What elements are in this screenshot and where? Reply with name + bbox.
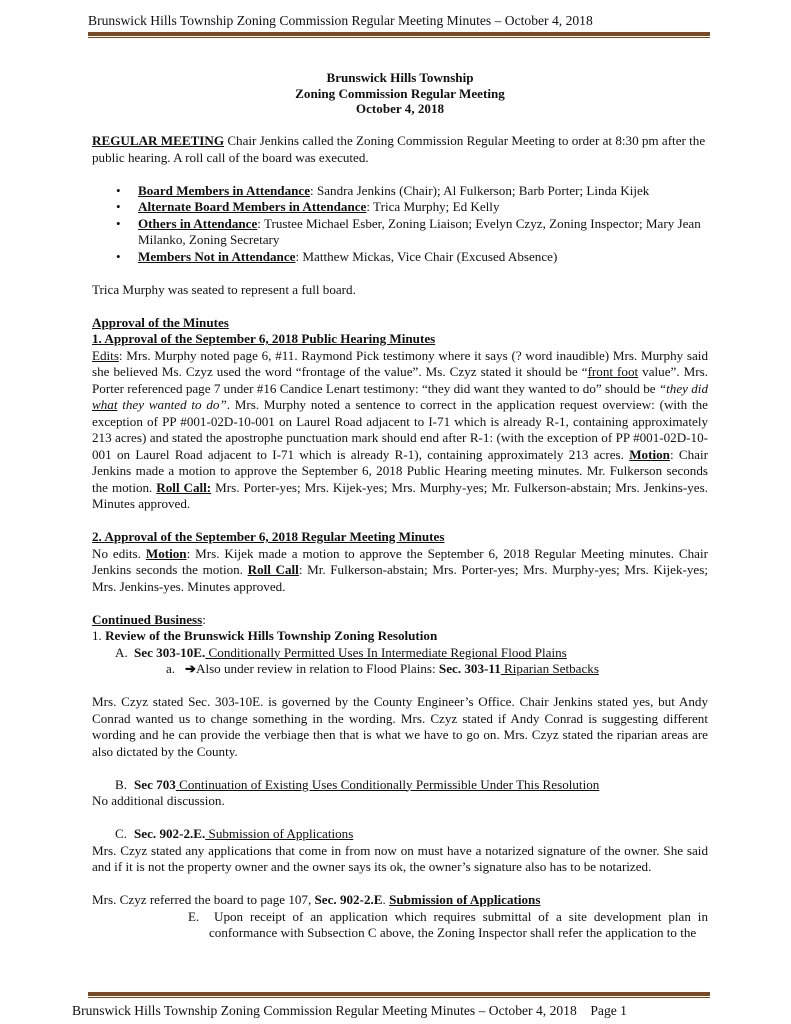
doc-title-line3: October 4, 2018 <box>355 101 445 116</box>
approval-item1-heading: 1. Approval of the September 6, 2018 Public Hearing Minutes <box>92 331 436 346</box>
approval-item1-paragraph: Edits: Mrs. Murphy noted page 6, #11. Raymond Pick testimony where it says (? word inaudible) Mrs. Murphy said she believed Ms. Czyz used the word “frontage of the value”. Ms. Czyz stated it should be “front foot value”. Mrs. Porter referenced page 7 under #16 Candice Lenart testimony: “they did want they wanted to do” should be “they did what they wanted to do”. Mrs. Murphy noted a sentence to correct in the application request overview: (with the exception of PP #001-02D-10-001 on Laurel Road adjacent to I-71 which is already R-1, containing approximately 213 acres) and stated the apostrophe punctuation mark should end after R-1: (with the exception of PP #001-02D-10-001 on Laurel Road adjacent to I-71 which is already R-1), containing approximately 213 acres. Motion: Chair Jenkins made a motion to approve the September 6, 2018 Public Hearing meeting minutes. Mr. Fulkerson seconds the motion. Roll Call: Mrs. Porter-yes; Mrs. Kijek-yes; Mrs. Murphy-yes; Mr. Fulkerson-abstain; Mrs. Jenkins-yes. Minutes approved. <box>92 347 708 511</box>
attendance-item: • Members Not in Attendance: Matthew Mickas, Vice Chair (Excused Absence) <box>92 249 708 266</box>
seated-note: Trica Murphy was seated to represent a full board. <box>92 281 356 297</box>
section-a-sub: a. ➔Also under review in relation to Flood Plains: Sec. 303-11 Riparian Setbacks <box>166 661 599 676</box>
section-a-heading: A. Sec 303-10E. Conditionally Permitted Uses In Intermediate Regional Flood Plains <box>115 644 567 660</box>
attendance-list <box>92 183 708 266</box>
document-body <box>92 70 708 942</box>
running-footer: Brunswick Hills Township Zoning Commission Regular Meeting Minutes – October 4, 2018 Page 1 <box>72 1003 627 1018</box>
approval-heading: Approval of the Minutes <box>92 314 229 330</box>
attendance-item: • Board Members in Attendance: Sandra Jenkins (Chair); Al Fulkerson; Barb Porter; Linda Kijek <box>92 183 708 200</box>
attendance-item: • Alternate Board Members in Attendance: Trica Murphy; Ed Kelly <box>92 199 708 216</box>
continued-heading: Continued Business: <box>92 611 206 627</box>
regular-meeting-paragraph: REGULAR MEETING Chair Jenkins called the Zoning Commission Regular Meeting to order at 8:30 pm after the public hearing. A roll call of the board was executed. <box>92 133 706 165</box>
approval-item2-heading: 2. Approval of the September 6, 2018 Regular Meeting Minutes <box>92 529 445 544</box>
section-e-paragraph: E. Upon receipt of an application which requires submittal of a site development plan in conformance with Subsection C above, the Zoning Inspector shall refer the application to the <box>188 908 708 940</box>
header-rule <box>88 32 710 36</box>
running-header: Brunswick Hills Township Zoning Commission Regular Meeting Minutes – October 4, 2018 <box>88 13 593 28</box>
section-b-heading: B. Sec 703 Continuation of Existing Uses Conditionally Permissible Under This Resolution <box>115 776 600 792</box>
arrow-icon: ➔ <box>185 661 196 676</box>
section-c-heading: C. Sec. 902-2.E. Submission of Applications <box>115 826 354 841</box>
footer-rule <box>88 992 710 996</box>
attendance-item: • Others in Attendance: Trustee Michael Esber, Zoning Liaison; Evelyn Czyz, Zoning Inspector; Mary Jean Milanko, Zoning Secretary <box>92 216 708 249</box>
doc-title-line2: Zoning Commission Regular Meeting <box>295 85 505 101</box>
referral-paragraph: Mrs. Czyz referred the board to page 107, Sec. 902-2.E. Submission of Applications <box>92 892 541 907</box>
section-c-paragraph: Mrs. Czyz stated any applications that come in from now on must have a notarized signature of the owner. She said and if it is not the property owner and the owner says its ok, the owner’s signature also has to be notarized. <box>92 842 708 874</box>
doc-title-line1: Brunswick Hills Township <box>326 70 474 85</box>
section-b-paragraph: No additional discussion. <box>92 793 225 808</box>
section-a-paragraph: Mrs. Czyz stated Sec. 303-10E. is governed by the County Engineer’s Office. Chair Jenkins stated yes, but Andy Conrad wanted us to change something in the wording. Mrs. Czyz stated if Andy Conrad is suggesting different wording and he can provide the verbiage then that is what we have to go on. Mrs. Czyz stated the riparian areas are also dictated by the County. <box>92 694 708 759</box>
regular-meeting-heading: REGULAR MEETING <box>92 133 225 148</box>
approval-item2-paragraph: No edits. Motion: Mrs. Kijek made a motion to approve the September 6, 2018 Regular Meeting minutes. Chair Jenkins seconds the motion. Roll Call: Mr. Fulkerson-abstain; Mrs. Porter-yes; Mrs. Murphy-yes; Mrs. Kijek-yes; Mrs. Jenkins-yes. Minutes approved. <box>92 545 708 594</box>
continued-item1: 1. Review of the Brunswick Hills Township Zoning Resolution <box>92 628 438 643</box>
